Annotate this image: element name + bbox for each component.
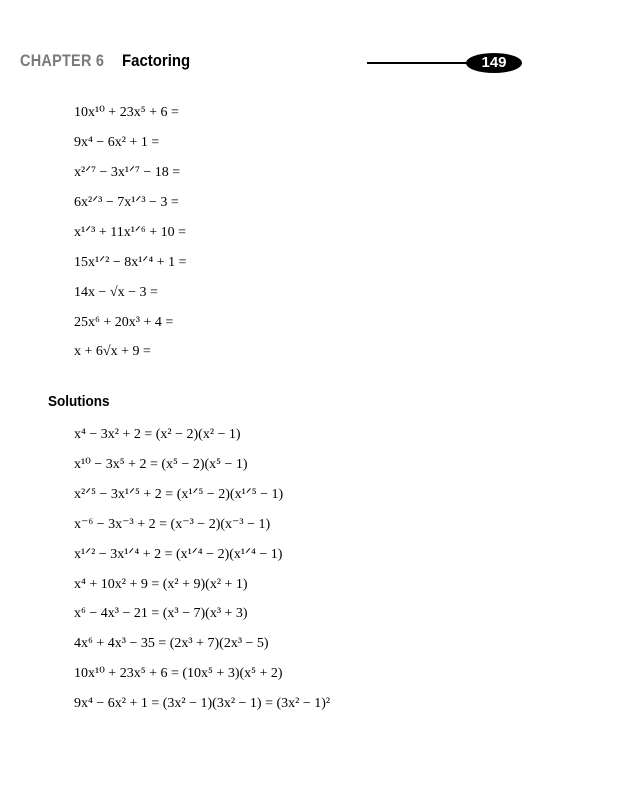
solution-expression: x¹⁰ − 3x⁵ + 2 = (x⁵ − 2)(x⁵ − 1) [74,457,248,472]
solution-expression: 9x⁴ − 6x² + 1 = (3x² − 1)(3x² − 1) = (3x² − 1)² [74,696,331,711]
header-rule [367,62,479,64]
problem-expression: x¹ᐟ³ + 11x¹ᐟ⁶ + 10 = [74,225,186,240]
solution-expression: 4x⁶ + 4x³ − 35 = (2x³ + 7)(2x³ − 5) [74,636,269,651]
page-header [0,0,635,90]
problem-expression: x²ᐟ⁷ − 3x¹ᐟ⁷ − 18 = [74,165,181,180]
problem-expression: 9x⁴ − 6x² + 1 = [74,135,160,150]
chapter-label: CHAPTER 6 [20,51,105,70]
solution-expression: x¹ᐟ² − 3x¹ᐟ⁴ + 2 = (x¹ᐟ⁴ − 2)(x¹ᐟ⁴ − 1) [74,547,283,562]
problem-expression: 6x²ᐟ³ − 7x¹ᐟ³ − 3 = [74,195,179,210]
page-number-badge: 149 [466,53,522,73]
problem-expression: 10x¹⁰ + 23x⁵ + 6 = [74,105,179,120]
solutions-heading: Solutions [48,393,110,410]
solution-expression: x⁻⁶ − 3x⁻³ + 2 = (x⁻³ − 2)(x⁻³ − 1) [74,517,271,532]
solution-expression: x⁶ − 4x³ − 21 = (x³ − 7)(x³ + 3) [74,606,248,621]
problem-expression: x + 6√x + 9 = [74,344,151,359]
solution-expression: 10x¹⁰ + 23x⁵ + 6 = (10x⁵ + 3)(x⁵ + 2) [74,666,283,681]
solution-expression: x²ᐟ⁵ − 3x¹ᐟ⁵ + 2 = (x¹ᐟ⁵ − 2)(x¹ᐟ⁵ − 1) [74,487,284,502]
problem-expression: 15x¹ᐟ² − 8x¹ᐟ⁴ + 1 = [74,255,187,270]
problem-expression: 25x⁶ + 20x³ + 4 = [74,315,174,330]
chapter-title: Factoring [122,51,191,70]
solution-expression: x⁴ − 3x² + 2 = (x² − 2)(x² − 1) [74,427,241,442]
problem-expression: 14x − √x − 3 = [74,285,158,300]
solution-expression: x⁴ + 10x² + 9 = (x² + 9)(x² + 1) [74,577,248,592]
